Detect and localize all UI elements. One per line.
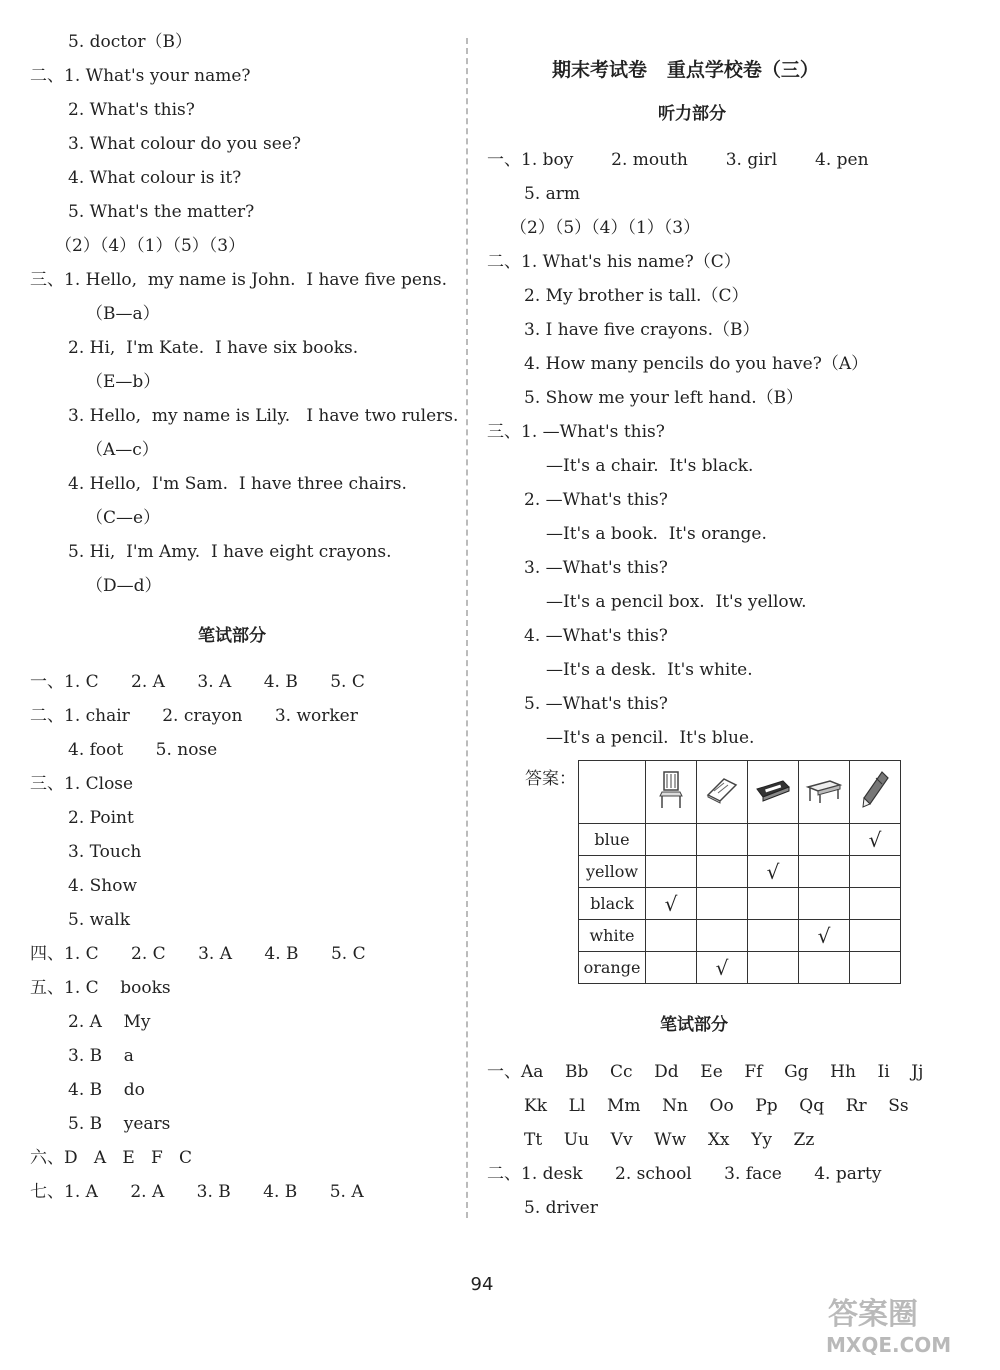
left-line: 3. Hello, my name is Lily. I have two rulers. bbox=[68, 406, 459, 426]
table-header-cell bbox=[748, 761, 799, 824]
answer-cell bbox=[850, 920, 901, 952]
left-line: 2. Point bbox=[68, 808, 134, 828]
written-section-heading-left: 笔试部分 bbox=[198, 626, 266, 646]
row-color-label: yellow bbox=[579, 856, 646, 888]
left-line: 5. Hi, I'm Amy. I have eight crayons. bbox=[68, 542, 392, 562]
answer-cell: √ bbox=[850, 824, 901, 856]
right-line: 一、1. boy 2. mouth 3. girl 4. pen bbox=[487, 150, 869, 170]
left-line: 3. B a bbox=[68, 1046, 134, 1066]
pencil-box-icon bbox=[753, 790, 793, 809]
page-number: 94 bbox=[470, 1274, 494, 1295]
left-line: 4. B do bbox=[68, 1080, 145, 1100]
left-line: 五、1. C books bbox=[30, 978, 171, 998]
answer-label: 答案： bbox=[525, 769, 576, 789]
left-line: 四、1. C 2. C 3. A 4. B 5. C bbox=[30, 944, 366, 964]
right-line: 5. —What's this? bbox=[524, 694, 668, 714]
left-line: 三、1. Hello, my name is John. I have five pens. bbox=[30, 270, 448, 290]
right-line: 一、Aa Bb Cc Dd Ee Ff Gg Hh Ii Jj bbox=[487, 1062, 924, 1082]
answer-cell bbox=[646, 920, 697, 952]
answer-cell bbox=[850, 856, 901, 888]
left-line: （E—b） bbox=[86, 372, 161, 392]
left-line: 七、1. A 2. A 3. B 4. B 5. A bbox=[30, 1182, 364, 1202]
table-header-cell bbox=[646, 761, 697, 824]
left-line: （2）（4）（1）（5）（3） bbox=[55, 236, 246, 256]
table-corner-cell bbox=[579, 761, 646, 824]
watermark-line2: MXQE.COM bbox=[826, 1333, 952, 1357]
row-color-label: orange bbox=[579, 952, 646, 984]
right-line: 3. I have five crayons.（B） bbox=[524, 320, 760, 340]
answer-cell bbox=[646, 824, 697, 856]
watermark-line1: 答案圈 bbox=[828, 1297, 918, 1332]
right-line: 2. My brother is tall.（C） bbox=[524, 286, 749, 306]
right-line: Kk Ll Mm Nn Oo Pp Qq Rr Ss bbox=[524, 1096, 909, 1116]
left-line: 二、1. chair 2. crayon 3. worker bbox=[30, 706, 358, 726]
right-line: —It's a chair. It's black. bbox=[546, 456, 754, 476]
left-line: 4. What colour is it? bbox=[68, 168, 242, 188]
answer-cell bbox=[646, 952, 697, 984]
left-line: 三、1. Close bbox=[30, 774, 134, 794]
left-line: 3. What colour do you see? bbox=[68, 134, 301, 154]
left-line: 4. foot 5. nose bbox=[68, 740, 218, 760]
right-line: —It's a pencil. It's blue. bbox=[546, 728, 755, 748]
row-color-label: blue bbox=[579, 824, 646, 856]
answer-cell bbox=[748, 920, 799, 952]
left-line: 2. A My bbox=[68, 1012, 151, 1032]
left-line: （D—d） bbox=[86, 576, 162, 596]
left-line: （A—c） bbox=[86, 440, 159, 460]
chair-icon bbox=[656, 795, 686, 814]
answer-cell bbox=[697, 824, 748, 856]
answer-cell bbox=[748, 824, 799, 856]
answer-cell bbox=[748, 952, 799, 984]
answer-cell bbox=[799, 856, 850, 888]
table-row bbox=[579, 856, 901, 888]
right-line: 二、1. desk 2. school 3. face 4. party bbox=[487, 1164, 882, 1184]
right-line: 2. —What's this? bbox=[524, 490, 668, 510]
left-line: 一、1. C 2. A 3. A 4. B 5. C bbox=[30, 672, 365, 692]
left-line: 4. Hello, I'm Sam. I have three chairs. bbox=[68, 474, 407, 494]
table-header-cell bbox=[850, 761, 901, 824]
left-line: 5. What's the matter? bbox=[68, 202, 255, 222]
left-line: 2. Hi, I'm Kate. I have six books. bbox=[68, 338, 359, 358]
answer-cell bbox=[697, 920, 748, 952]
right-line: 三、1. —What's this? bbox=[487, 422, 665, 442]
answer-cell bbox=[799, 952, 850, 984]
answer-cell bbox=[697, 888, 748, 920]
exam-title: 期末考试卷 重点学校卷（三） bbox=[552, 59, 819, 81]
left-line: 5. B years bbox=[68, 1114, 171, 1134]
right-line: 3. —What's this? bbox=[524, 558, 668, 578]
pencil-icon bbox=[860, 795, 890, 814]
right-line: 5. driver bbox=[524, 1198, 598, 1218]
left-line: 3. Touch bbox=[68, 842, 142, 862]
left-line: 5. walk bbox=[68, 910, 131, 930]
answer-cell bbox=[850, 952, 901, 984]
color-answer-table bbox=[578, 760, 901, 984]
left-line: 六、D A E F C bbox=[30, 1148, 192, 1168]
table-header-cell bbox=[697, 761, 748, 824]
answer-cell: √ bbox=[748, 856, 799, 888]
table-row bbox=[579, 824, 901, 856]
left-line: （B—a） bbox=[86, 304, 160, 324]
right-line: 5. Show me your left hand.（B） bbox=[524, 388, 804, 408]
row-color-label: black bbox=[579, 888, 646, 920]
right-line: Tt Uu Vv Ww Xx Yy Zz bbox=[524, 1130, 815, 1150]
right-line: 二、1. What's his name?（C） bbox=[487, 252, 741, 272]
answer-cell bbox=[799, 824, 850, 856]
right-line: 4. How many pencils do you have?（A） bbox=[524, 354, 869, 374]
book-icon bbox=[704, 790, 740, 809]
left-line: 二、1. What's your name? bbox=[30, 66, 251, 86]
right-line: —It's a desk. It's white. bbox=[546, 660, 753, 680]
left-line: 2. What's this? bbox=[68, 100, 195, 120]
table-header-cell bbox=[799, 761, 850, 824]
table-row bbox=[579, 888, 901, 920]
answer-cell bbox=[799, 888, 850, 920]
left-line: 5. doctor（B） bbox=[68, 32, 192, 52]
desk-icon bbox=[804, 790, 844, 809]
row-color-label: white bbox=[579, 920, 646, 952]
table-row bbox=[579, 952, 901, 984]
written-section-heading-right: 笔试部分 bbox=[660, 1015, 728, 1035]
column-divider bbox=[466, 38, 468, 1218]
answer-cell bbox=[748, 888, 799, 920]
right-line: 5. arm bbox=[524, 184, 581, 204]
table-header-row bbox=[579, 761, 901, 824]
answer-cell: √ bbox=[646, 888, 697, 920]
answer-cell bbox=[697, 856, 748, 888]
watermark-logo bbox=[818, 1290, 978, 1360]
right-line: —It's a book. It's orange. bbox=[546, 524, 767, 544]
left-line: 4. Show bbox=[68, 876, 138, 896]
right-line: —It's a pencil box. It's yellow. bbox=[546, 592, 807, 612]
table-row bbox=[579, 920, 901, 952]
listening-section-heading: 听力部分 bbox=[658, 104, 726, 124]
left-line: （C—e） bbox=[86, 508, 161, 528]
right-line: （2）（5）（4）（1）（3） bbox=[510, 218, 701, 238]
answer-cell bbox=[850, 888, 901, 920]
answer-cell: √ bbox=[697, 952, 748, 984]
answer-cell bbox=[646, 856, 697, 888]
right-line: 4. —What's this? bbox=[524, 626, 668, 646]
answer-cell: √ bbox=[799, 920, 850, 952]
